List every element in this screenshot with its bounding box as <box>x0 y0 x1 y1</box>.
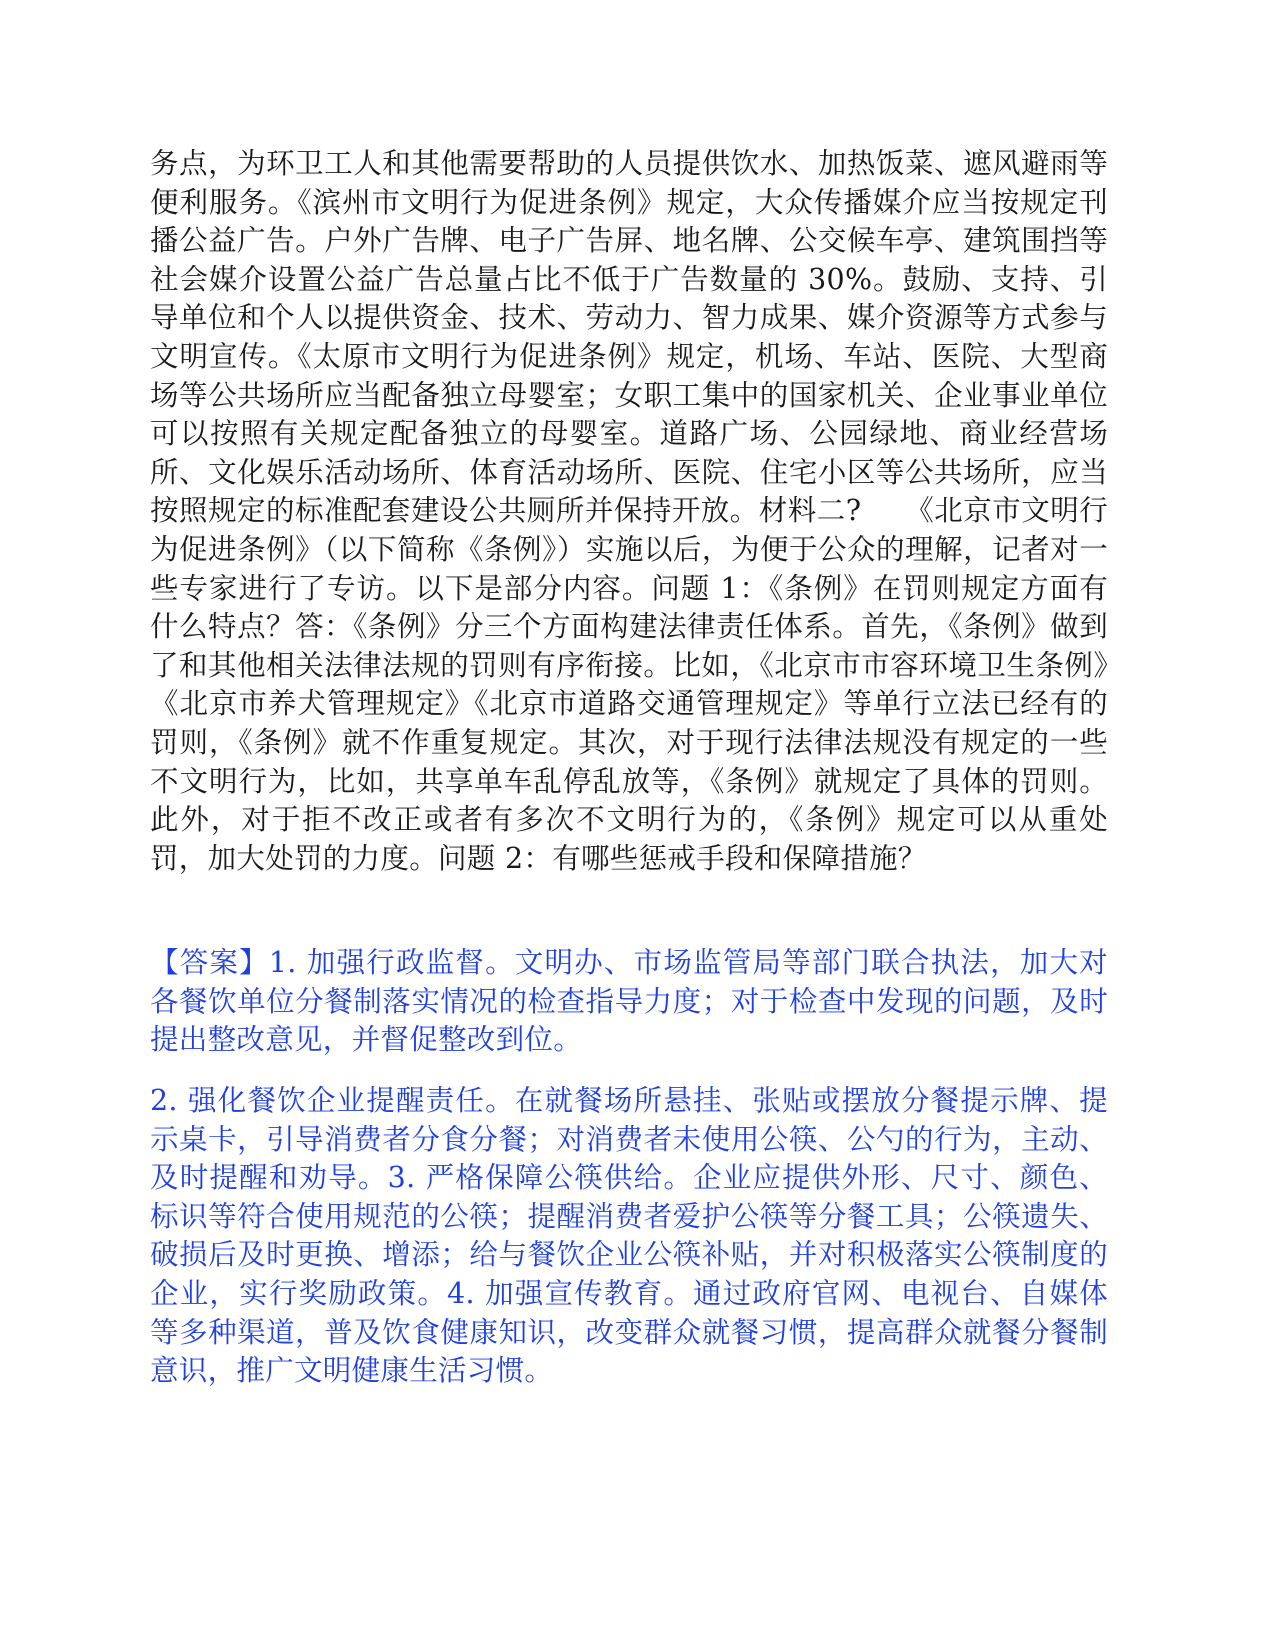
answer-paragraph-1: 【答案】1. 加强行政监督。文明办、市场监管局等部门联合执法，加大对各餐饮单位分餐制落实情况的检查指导力度；对于检查中发现的问题，及时提出整改意见，并督促整改到位。 <box>150 946 1108 1057</box>
answer-paragraph-2: 2. 强化餐饮企业提醒责任。在就餐场所悬挂、张贴或摆放分餐提示牌、提示桌卡，引导消费者分食分餐；对消费者未使用公筷、公勺的行为，主动、及时提醒和劝导。3. 严格保障公筷供给。企业应提供外形、尺寸、颜色、标识等符合使用规范的公筷；提醒消费者爱护公筷等分餐工具；公筷遗失、破损后及时更换、增添；给与餐饮企业公筷补贴，并对积极落实公筷制度的企业，实行奖励政策。4. 加强宣传教育。通过政府官网、电视台、自媒体等多种渠道，普及饮食健康知识，改变群众就餐习惯，提高群众就餐分餐制意识，推广文明健康生活习惯。 <box>150 1084 1108 1388</box>
document-page <box>150 145 1108 1391</box>
material-paragraph: 务点，为环卫工人和其他需要帮助的人员提供饮水、加热饭菜、遮风避雨等便利服务。《滨州市文明行为促进条例》规定，大众传播媒介应当按规定刊播公益广告。户外广告牌、电子广告屏、地名牌、公交候车亭、建筑围挡等社会媒介设置公益广告总量占比不低于广告数量的 30%。鼓励、支持、引导单位和个人以提供资金、技术、劳动力、智力成果、媒介资源等方式参与文明宣传。《太原市文明行为促进条例》规定，机场、车站、医院、大型商场等公共场所应当配备独立母婴室；女职工集中的国家机关、企业事业单位可以按照有关规定配备独立的母婴室。道路广场、公园绿地、商业经营场所、文化娱乐活动场所、体育活动场所、医院、住宅小区等公共场所，应当按照规定的标准配套建设公共厕所并保持开放。材料二? 《北京市文明行为促进条例》（以下简称《条例》）实施以后，为便于公众的理解，记者对一些专家进行了专访。以下是部分内容。问题 1：《条例》在罚则规定方面有什么特点？答：《条例》分三个方面构建法律责任体系。首先，《条例》做到了和其他相关法律法规的罚则有序衔接。比如，《北京市市容环境卫生条例》《北京市养犬管理规定》《北京市道路交通管理规定》等单行立法已经有的罚则，《条例》就不作重复规定。其次，对于现行法律法规没有规定的一些不文明行为，比如，共享单车乱停乱放等，《条例》就规定了具体的罚则。此外，对于拒不改正或者有多次不文明行为的，《条例》规定可以从重处罚，加大处罚的力度。问题 2：有哪些惩戒手段和保障措施？ <box>150 147 1108 875</box>
answer-section <box>150 944 1108 1391</box>
